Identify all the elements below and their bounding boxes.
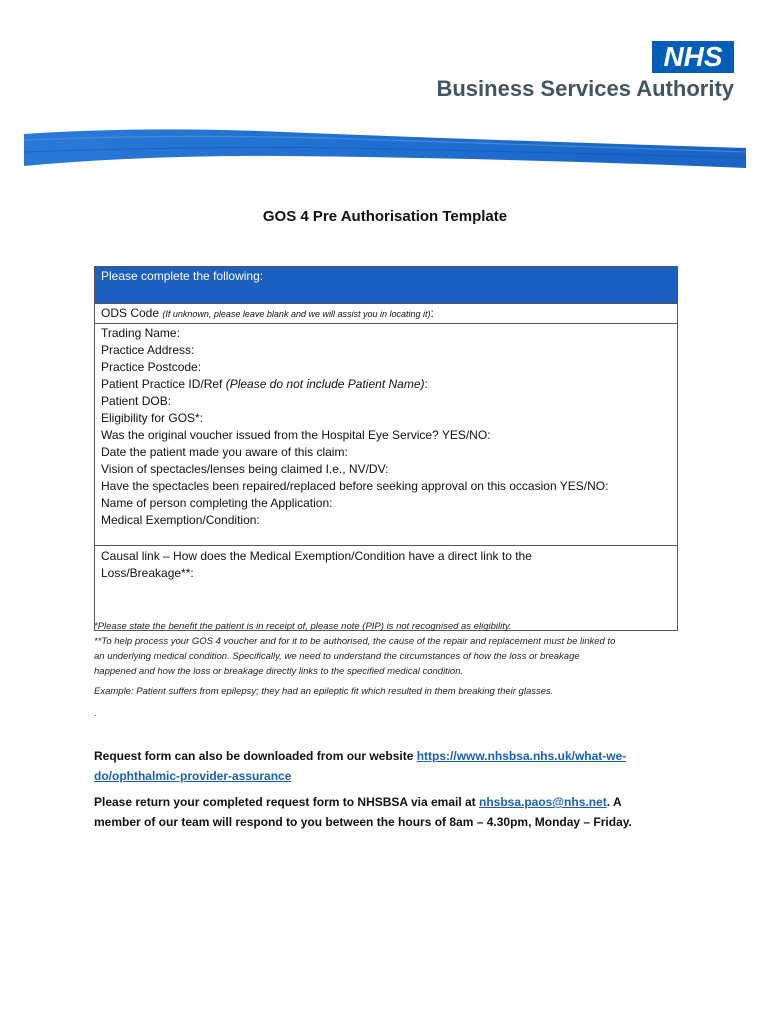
field-eligibility[interactable]: Eligibility for GOS*: xyxy=(101,411,204,425)
field-practice-address[interactable]: Practice Address: xyxy=(101,343,195,357)
field-causal-link[interactable] xyxy=(95,546,678,631)
return-info xyxy=(94,792,684,832)
field-ods-code[interactable] xyxy=(101,305,671,322)
field-practice-postcode[interactable]: Practice Postcode: xyxy=(101,360,202,374)
form-header xyxy=(95,267,678,304)
field-medical-exemption[interactable]: Medical Exemption/Condition: xyxy=(101,513,260,527)
website-link-part-2[interactable]: do/ophthalmic-provider-assurance xyxy=(94,769,292,783)
field-date-aware[interactable]: Date the patient made you aware of this claim: xyxy=(101,445,348,459)
footnote-causal-2: an underlying medical condition. Specifically, we need to understand the circumstances of how the loss or breakage xyxy=(94,651,580,662)
email-link[interactable]: nhsbsa.paos@nhs.net xyxy=(479,795,607,809)
org-name: Business Services Authority xyxy=(436,76,734,101)
form-fields-main xyxy=(95,324,678,546)
field-person-completing[interactable]: Name of person completing the Application: xyxy=(101,496,333,510)
field-vision[interactable]: Vision of spectacles/lenses being claimed I.e., NV/DV: xyxy=(101,462,389,476)
nhs-logo: NHS xyxy=(652,41,734,73)
download-info xyxy=(94,746,684,786)
footnotes xyxy=(94,619,684,679)
ods-code-label: ODS Code xyxy=(101,306,163,320)
website-link-part-1[interactable]: https://www.nhsbsa.nhs.uk/what-we- xyxy=(416,749,627,763)
field-repaired-before[interactable]: Have the spectacles been repaired/replaced before seeking approval on this occasion YES/NO: xyxy=(101,479,609,493)
field-patient-practice-id[interactable] xyxy=(101,376,671,393)
form-fields xyxy=(95,304,678,324)
field-hospital-voucher[interactable]: Was the original voucher issued from the Hospital Eye Service? YES/NO: xyxy=(101,428,491,442)
ods-code-colon: : xyxy=(430,306,434,320)
patient-id-colon: : xyxy=(424,377,428,391)
footnote-causal-3: happened and how the loss or breakage directly links to the specified medical condition. xyxy=(94,666,464,677)
causal-link-line-2: Loss/Breakage**: xyxy=(101,566,194,580)
field-trading-name[interactable]: Trading Name: xyxy=(101,326,180,340)
document-title: GOS 4 Pre Authorisation Template xyxy=(262,208,508,225)
return-hours: member of our team will respond to you between the hours of 8am – 4.30pm, Monday – Friday. xyxy=(94,815,632,829)
patient-id-label: Patient Practice ID/Ref xyxy=(101,377,226,391)
header-swoosh-banner xyxy=(24,126,746,170)
return-text-end: . A xyxy=(606,795,622,809)
download-text: Request form can also be downloaded from our website xyxy=(94,749,417,763)
patient-id-note: (Please do not include Patient Name) xyxy=(225,377,425,391)
example-text: Example: Patient suffers from epilepsy; they had an epileptic fit which resulted in them breaking their glasses. xyxy=(94,686,554,697)
field-patient-dob[interactable]: Patient DOB: xyxy=(101,394,172,408)
footnote-eligibility: *Please state the benefit the patient is in receipt of, please note (PIP) is not recognised as eligibility. xyxy=(94,621,512,632)
ods-code-note: (If unknown, please leave blank and we will assist you in locating it) xyxy=(162,309,431,319)
form-header-label: Please complete the following: xyxy=(101,269,264,283)
causal-link-line-1: Causal link – How does the Medical Exemption/Condition have a direct link to the xyxy=(101,549,532,563)
return-text: Please return your completed request form to NHSBSA via email at xyxy=(94,795,479,809)
footnote-causal-1: **To help process your GOS 4 voucher and for it to be authorised, the cause of the repair and replacement must be linked to xyxy=(94,636,616,647)
pre-authorisation-form xyxy=(94,266,678,631)
stray-dot: . xyxy=(94,708,97,718)
